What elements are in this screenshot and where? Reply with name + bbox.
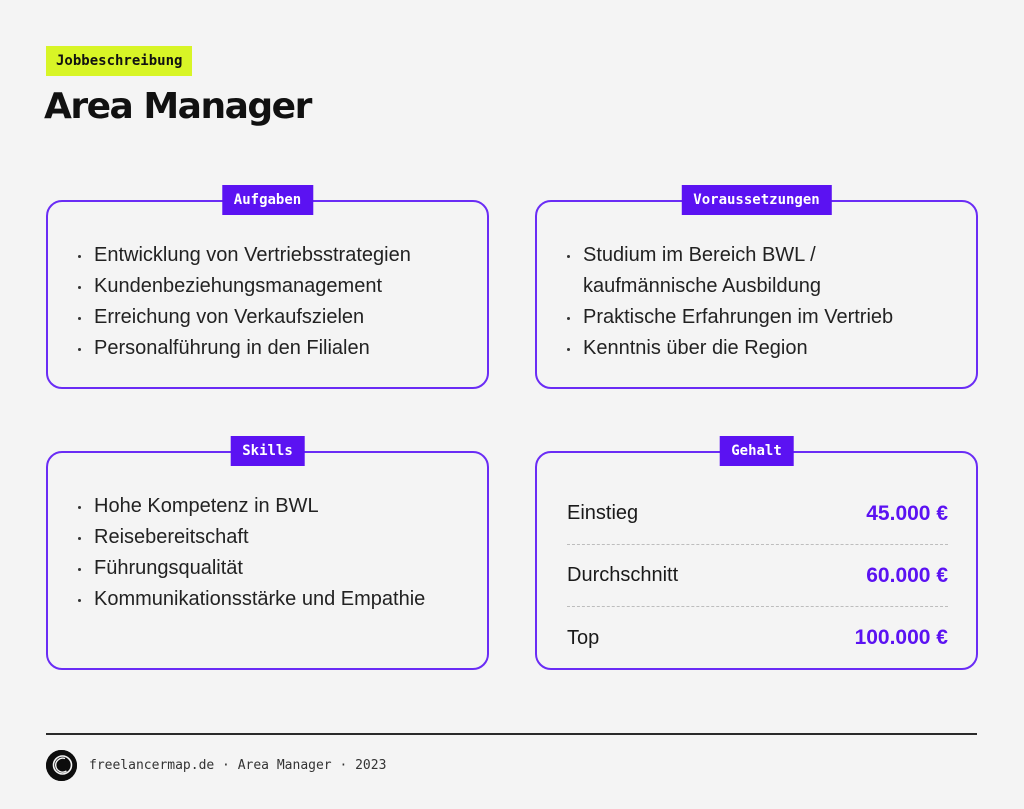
category-tag: Jobbeschreibung	[46, 46, 192, 76]
card-voraussetzungen	[535, 192, 978, 389]
card-label-voraussetzungen: Voraussetzungen	[681, 185, 831, 215]
footer	[46, 750, 386, 781]
list-item: Reisebereitschaft	[76, 522, 425, 553]
card-gehalt	[535, 443, 978, 670]
salary-row-top	[567, 607, 948, 669]
list-item: Kommunikationsstärke und Empathie	[76, 584, 425, 615]
card-label-aufgaben: Aufgaben	[222, 185, 313, 215]
list-item: Erreichung von Verkaufszielen	[76, 302, 411, 333]
list-item: Kundenbeziehungsmanagement	[76, 271, 411, 302]
list-item: Studium im Bereich BWL / kaufmännische Ausbildung	[565, 240, 865, 302]
card-skills	[46, 443, 489, 670]
list-item: Hohe Kompetenz in BWL	[76, 491, 425, 522]
card-label-skills: Skills	[230, 436, 305, 466]
card-aufgaben	[46, 192, 489, 389]
freelancermap-logo-icon	[46, 750, 77, 781]
salary-row-durchschnitt	[567, 545, 948, 607]
footer-divider	[46, 733, 977, 735]
card-label-gehalt: Gehalt	[719, 436, 794, 466]
list-item: Führungsqualität	[76, 553, 425, 584]
salary-value: 100.000 €	[854, 626, 948, 649]
salary-value: 60.000 €	[866, 563, 948, 587]
aufgaben-list	[76, 240, 411, 364]
list-item: Entwicklung von Vertriebsstrategien	[76, 240, 411, 271]
list-item: Personalführung in den Filialen	[76, 333, 411, 364]
salary-label: Einstieg	[567, 502, 639, 524]
page-title: Area Manager	[44, 86, 311, 127]
salary-label: Top	[567, 626, 600, 649]
skills-list	[76, 491, 425, 615]
salary-label: Durchschnitt	[567, 564, 679, 586]
list-item: Kenntnis über die Region	[565, 333, 865, 364]
list-item: Praktische Erfahrungen im Vertrieb	[565, 302, 865, 333]
footer-credit: freelancermap.de · Area Manager · 2023	[89, 758, 387, 773]
salary-row-einstieg	[567, 483, 948, 545]
voraussetzungen-list	[565, 240, 894, 364]
salary-table	[567, 483, 948, 669]
salary-value: 45.000 €	[866, 501, 948, 525]
